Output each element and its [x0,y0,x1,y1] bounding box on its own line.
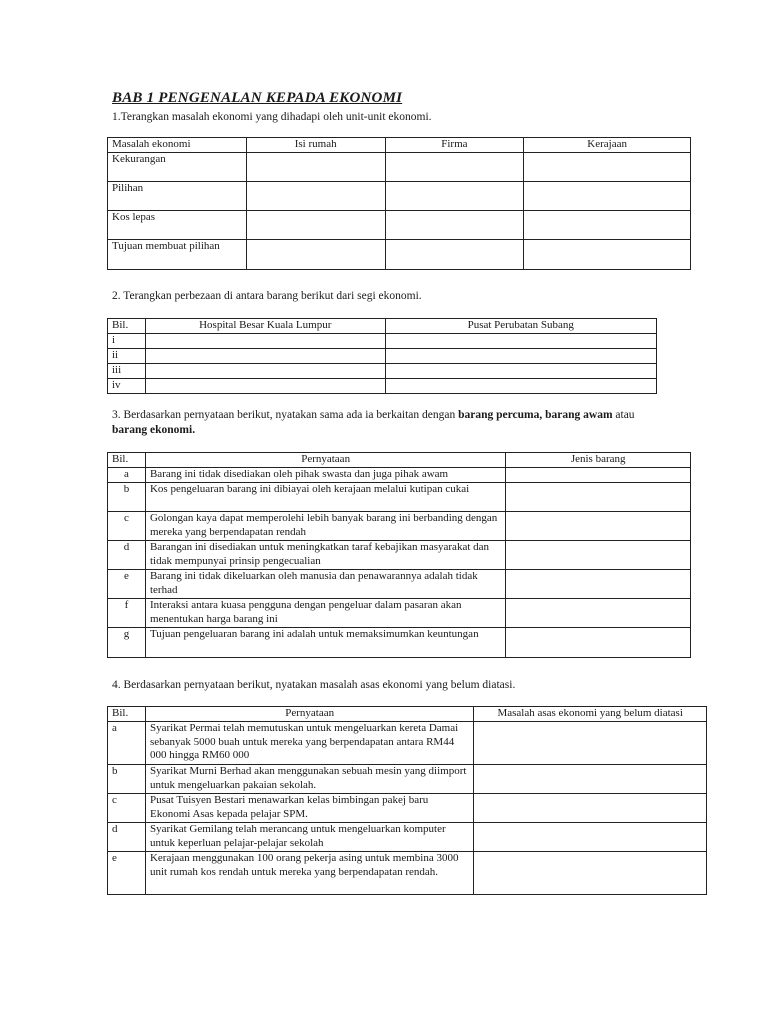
answer-cell[interactable] [506,512,691,541]
answer-cell[interactable] [246,240,385,270]
statement-cell: Syarikat Permai telah memutuskan untuk mengeluarkan kereta Damai sebanyak 5000 buah untuk mereka yang berpendapatan antara RM44 000 hingga RM60 000 [145,722,473,765]
table-3-header: Pernyataan [145,453,505,468]
answer-cell[interactable] [385,211,524,240]
table-1-header: Kerajaan [524,138,691,153]
answer-cell[interactable] [385,240,524,270]
row-label: Kos lepas [108,211,247,240]
statement-cell: Barang ini tidak dikeluarkan oleh manusia dan penawarannya adalah tidak terhad [145,570,505,599]
answer-cell[interactable] [385,364,657,379]
answer-cell[interactable] [385,334,657,349]
question-4-text: 4. Berdasarkan pernyataan berikut, nyatakan masalah asas ekonomi yang belum diatasi. [112,679,516,691]
row-number: b [108,483,146,512]
row-number: a [108,722,146,765]
statement-cell: Interaksi antara kuasa pengguna dengan pengeluar dalam pasaran akan menentukan harga barang ini [145,599,505,628]
table-3-header: Bil. [108,453,146,468]
answer-cell[interactable] [246,153,385,182]
table-2-header: Hospital Besar Kuala Lumpur [145,319,385,334]
row-number: e [108,570,146,599]
table-1-header: Firma [385,138,524,153]
table-row [108,599,691,628]
question-3-text-part: 3. Berdasarkan pernyataan berikut, nyatakan sama ada ia berkaitan dengan [112,409,459,421]
answer-cell[interactable] [246,211,385,240]
table-4-header: Pernyataan [145,707,473,722]
question-3-bold-term: barang ekonomi. [112,424,196,436]
statement-cell: Barangan ini disediakan untuk meningkatkan taraf kebajikan masyarakat dan tidak mempunyai prinsip pengecualian [145,541,505,570]
row-label: ii [108,349,146,364]
row-number: d [108,823,146,852]
answer-cell[interactable] [506,468,691,483]
table-4 [107,706,707,895]
table-row [108,240,691,270]
question-3-bold-term: barang percuma, barang awam [458,409,613,421]
question-2-text: 2. Terangkan perbezaan di antara barang berikut dari segi ekonomi. [112,290,422,302]
table-4-header: Bil. [108,707,146,722]
answer-cell[interactable] [145,334,385,349]
row-label: iv [108,379,146,394]
table-1-header: Masalah ekonomi [108,138,247,153]
table-row [108,722,707,765]
row-number: f [108,599,146,628]
statement-cell: Syarikat Murni Berhad akan menggunakan sebuah mesin yang diimport untuk mengeluarkan pakaian sekolah. [145,765,473,794]
table-row [108,211,691,240]
answer-cell[interactable] [474,823,707,852]
answer-cell[interactable] [246,182,385,211]
table-1-header: Isi rumah [246,138,385,153]
answer-cell[interactable] [524,240,691,270]
table-row [108,153,691,182]
answer-cell[interactable] [385,379,657,394]
table-row [108,512,691,541]
answer-cell[interactable] [145,349,385,364]
table-1 [107,137,691,270]
answer-cell[interactable] [474,765,707,794]
statement-cell: Tujuan pengeluaran barang ini adalah untuk memaksimumkan keuntungan [145,628,505,658]
table-3 [107,452,691,658]
answer-cell[interactable] [385,153,524,182]
answer-cell[interactable] [524,182,691,211]
page-title: BAB 1 PENGENALAN KEPADA EKONOMI [112,90,403,106]
table-row [108,765,707,794]
row-label: Kekurangan [108,153,247,182]
table-row [108,794,707,823]
table-row [108,349,657,364]
answer-cell[interactable] [506,570,691,599]
row-number: c [108,512,146,541]
row-number: a [108,468,146,483]
table-row [108,182,691,211]
row-label: Pilihan [108,182,247,211]
row-label: iii [108,364,146,379]
table-row [108,334,657,349]
table-row [108,541,691,570]
table-row [108,570,691,599]
table-row [108,468,691,483]
table-row [108,483,691,512]
row-number: d [108,541,146,570]
table-row [108,628,691,658]
question-3-text-part: atau [612,409,635,421]
table-row [108,823,707,852]
table-3-header: Jenis barang [506,453,691,468]
answer-cell[interactable] [385,349,657,364]
answer-cell[interactable] [506,599,691,628]
answer-cell[interactable] [524,211,691,240]
table-row [108,364,657,379]
table-row [108,852,707,895]
answer-cell[interactable] [474,794,707,823]
table-2 [107,318,657,394]
question-1-text: 1.Terangkan masalah ekonomi yang dihadapi oleh unit-unit ekonomi. [112,111,432,123]
statement-cell: Barang ini tidak disediakan oleh pihak swasta dan juga pihak awam [145,468,505,483]
answer-cell[interactable] [474,852,707,895]
answer-cell[interactable] [506,541,691,570]
row-number: g [108,628,146,658]
statement-cell: Kerajaan menggunakan 100 orang pekerja asing untuk membina 3000 unit rumah kos rendah untuk mereka yang berpendapatan rendah. [145,852,473,895]
statement-cell: Kos pengeluaran barang ini dibiayai oleh kerajaan melalui kutipan cukai [145,483,505,512]
table-2-header: Bil. [108,319,146,334]
question-3-text [112,408,652,438]
statement-cell: Syarikat Gemilang telah merancang untuk mengeluarkan komputer untuk keperluan pelajar-pelajar sekolah [145,823,473,852]
answer-cell[interactable] [145,364,385,379]
table-row [108,379,657,394]
row-label: i [108,334,146,349]
answer-cell[interactable] [506,628,691,658]
table-4-header: Masalah asas ekonomi yang belum diatasi [474,707,707,722]
answer-cell[interactable] [474,722,707,765]
table-2-header: Pusat Perubatan Subang [385,319,657,334]
row-number: b [108,765,146,794]
row-label: Tujuan membuat pilihan [108,240,247,270]
answer-cell[interactable] [145,379,385,394]
statement-cell: Golongan kaya dapat memperolehi lebih banyak barang ini berbanding dengan mereka yang berpendapatan rendah [145,512,505,541]
answer-cell[interactable] [506,483,691,512]
statement-cell: Pusat Tuisyen Bestari menawarkan kelas bimbingan pakej baru Ekonomi Asas kepada pelajar SPM. [145,794,473,823]
answer-cell[interactable] [385,182,524,211]
row-number: e [108,852,146,895]
row-number: c [108,794,146,823]
answer-cell[interactable] [524,153,691,182]
